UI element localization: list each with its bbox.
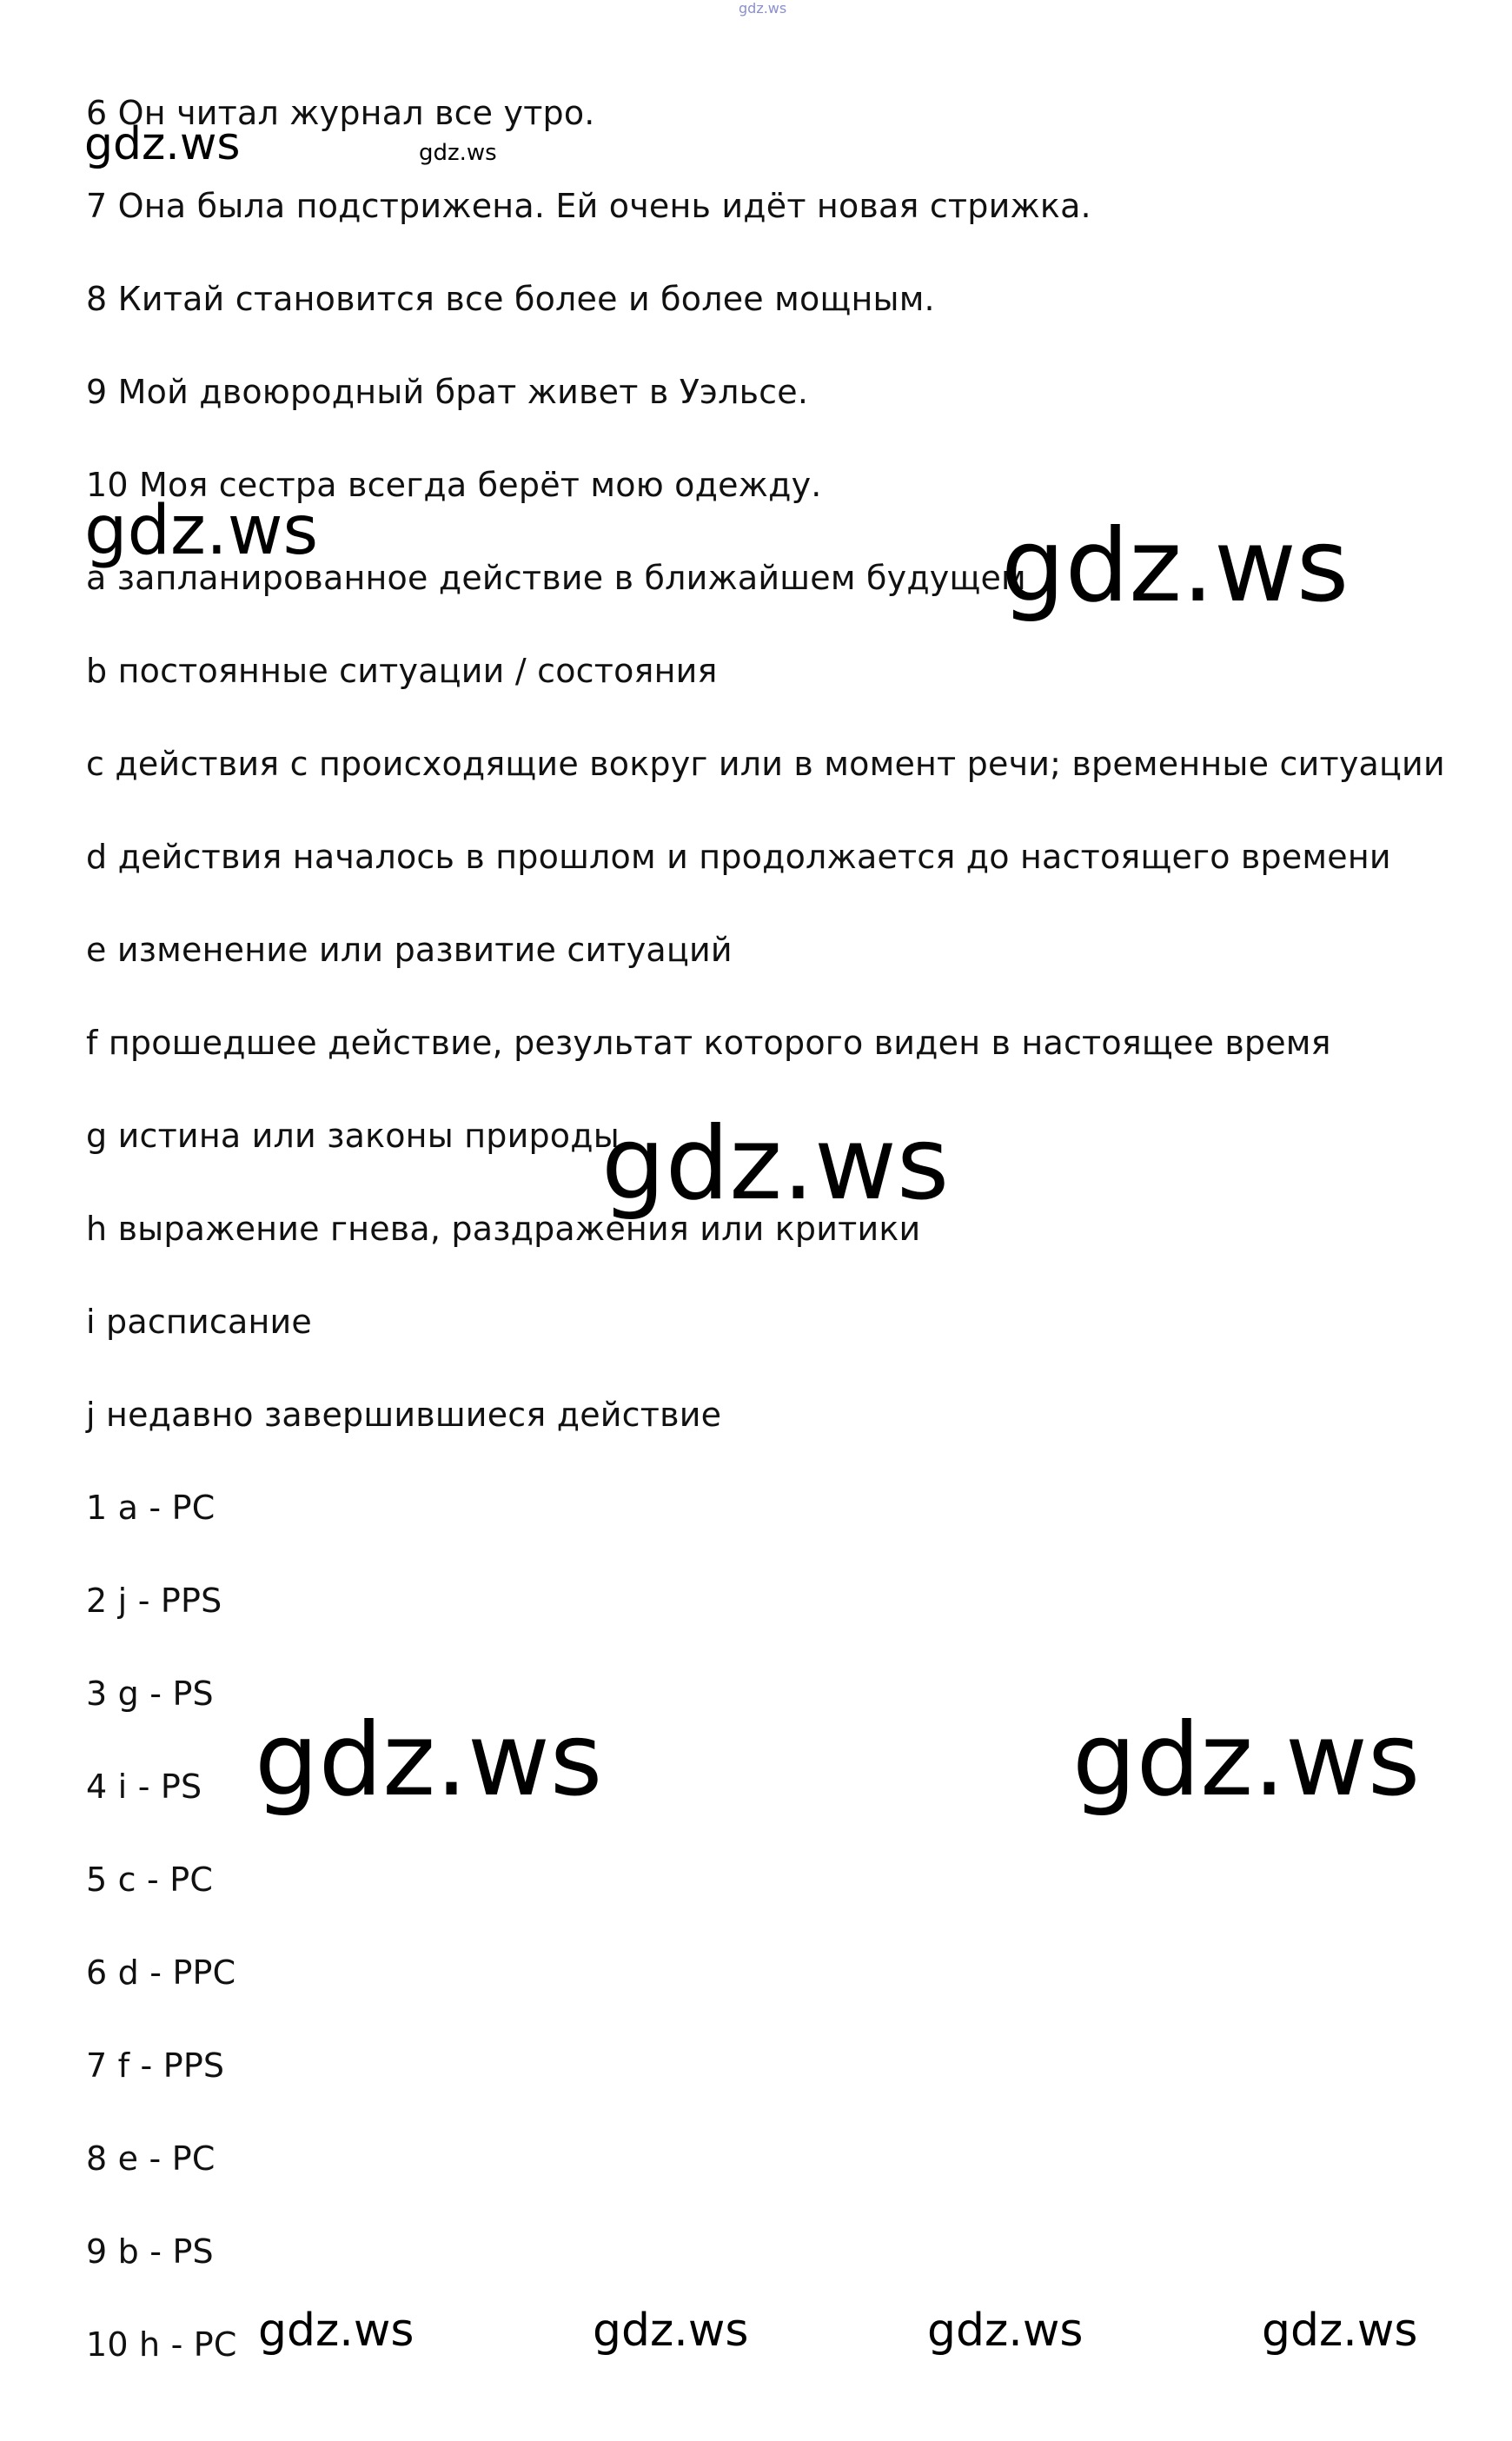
answer-line: 5 c - PC: [86, 1861, 214, 1899]
answer-line: 9 b - PS: [86, 2232, 214, 2271]
watermark: gdz.ws: [927, 2305, 1084, 2357]
text-line: f прошедшее действие, результат которого виден в настоящее время: [86, 1024, 1331, 1062]
answer-line: 8 e - PC: [86, 2139, 216, 2178]
text-line: d действия началось в прошлом и продолжается до настоящего времени: [86, 838, 1391, 876]
text-line: 7 Она была подстрижена. Ей очень идёт новая стрижка.: [86, 187, 1091, 225]
text-line: 9 Мой двоюродный брат живет в Уэльсе.: [86, 373, 809, 411]
watermark: gdz.ws: [255, 1701, 603, 1819]
answer-line: 4 i - PS: [86, 1768, 202, 1806]
text-line: 10 Моя сестра всегда берёт мою одежду.: [86, 466, 822, 504]
watermark: gdz.ws: [601, 1105, 950, 1223]
watermark: gdz.ws: [1001, 507, 1350, 625]
text-line: j недавно завершившиеся действие: [86, 1396, 722, 1434]
text-line: c действия с происходящие вокруг или в момент речи; временные ситуации: [86, 745, 1445, 783]
watermark: gdz.ws: [84, 492, 319, 570]
answer-line: 1 a - PC: [86, 1489, 216, 1527]
watermark-top: gdz.ws: [739, 0, 787, 17]
answer-line: 3 g - PS: [86, 1675, 214, 1713]
watermark: gdz.ws: [1072, 1701, 1421, 1819]
text-line: h выражение гнева, раздражения или критики: [86, 1210, 921, 1248]
text-line: a запланированное действие в ближайшем будущем: [86, 559, 1026, 597]
answer-line: 10 h - PC: [86, 2325, 237, 2364]
text-line: e изменение или развитие ситуаций: [86, 931, 733, 969]
answer-line: 7 f - PPS: [86, 2046, 225, 2085]
watermark: gdz.ws: [84, 118, 241, 170]
text-line: b постоянные ситуации / состояния: [86, 652, 718, 690]
watermark: gdz.ws: [593, 2305, 749, 2357]
answer-line: 2 j - PPS: [86, 1582, 222, 1620]
answer-line: 6 d - PPC: [86, 1953, 236, 1992]
watermark: gdz.ws: [258, 2305, 414, 2357]
text-line: g истина или законы природы: [86, 1117, 620, 1155]
watermark: gdz.ws: [1262, 2305, 1418, 2357]
text-line: 6 Он читал журнал все утро.: [86, 94, 595, 132]
text-line: 8 Китай становится все более и более мощным.: [86, 280, 935, 318]
watermark: gdz.ws: [419, 140, 497, 166]
text-line: i расписание: [86, 1303, 312, 1341]
